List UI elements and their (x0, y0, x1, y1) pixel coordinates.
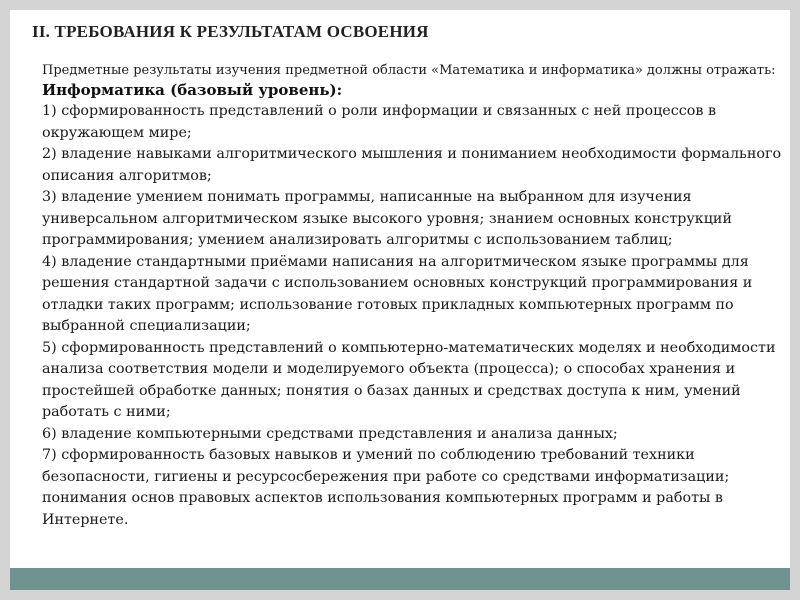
section-subtitle: Информатика (базовый уровень): (42, 81, 343, 99)
requirement-item-5: 5) сформированность представлений о компьютерно-математических моделях и необходимости анализа соответствия модели и моделируемого объекта (процесса); о способах хранения и простейшей обработке данных; понятия о базах данных и средствах доступа к ним, умений работать с ними; (42, 339, 776, 420)
requirement-item-3: 3) владение умением понимать программы, написанные на выбранном для изучения универсальном алгоритмическом языке высокого уровня; знанием основных конструкций программирования; умением анализировать алгоритмы с использованием таблиц; (42, 189, 732, 248)
requirements-list (42, 101, 782, 531)
slide-body (42, 62, 782, 531)
requirement-item-4: 4) владение стандартными приёмами написания на алгоритмическом языке программы для решения стандартной задачи с использованием основных конструкций программирования и отладки таких программ; использование готовых прикладных компьютерных программ по выбранной специализации; (42, 253, 753, 334)
intro-text: Предметные результаты изучения предметной области «Математика и информатика» должны отражать: (42, 63, 776, 78)
slide-title: II. ТРЕБОВАНИЯ К РЕЗУЛЬТАТАМ ОСВОЕНИЯ (32, 22, 429, 41)
requirement-item-6: 6) владение компьютерными средствами представления и анализа данных; (42, 425, 618, 442)
requirement-item-2: 2) владение навыками алгоритмического мышления и пониманием необходимости формального описания алгоритмов; (42, 146, 782, 184)
bottom-band (10, 568, 790, 590)
requirement-item-1: 1) сформированность представлений о роли информации и связанных с ней процессов в окружающем мире; (42, 103, 717, 141)
requirement-item-7: 7) сформированность базовых навыков и умений по соблюдению требований техники безопасности, гигиены и ресурсосбережения при работе со средствами информатизации; понимания основ правовых аспектов использования компьютерных программ и работы в Интернете. (42, 447, 730, 528)
